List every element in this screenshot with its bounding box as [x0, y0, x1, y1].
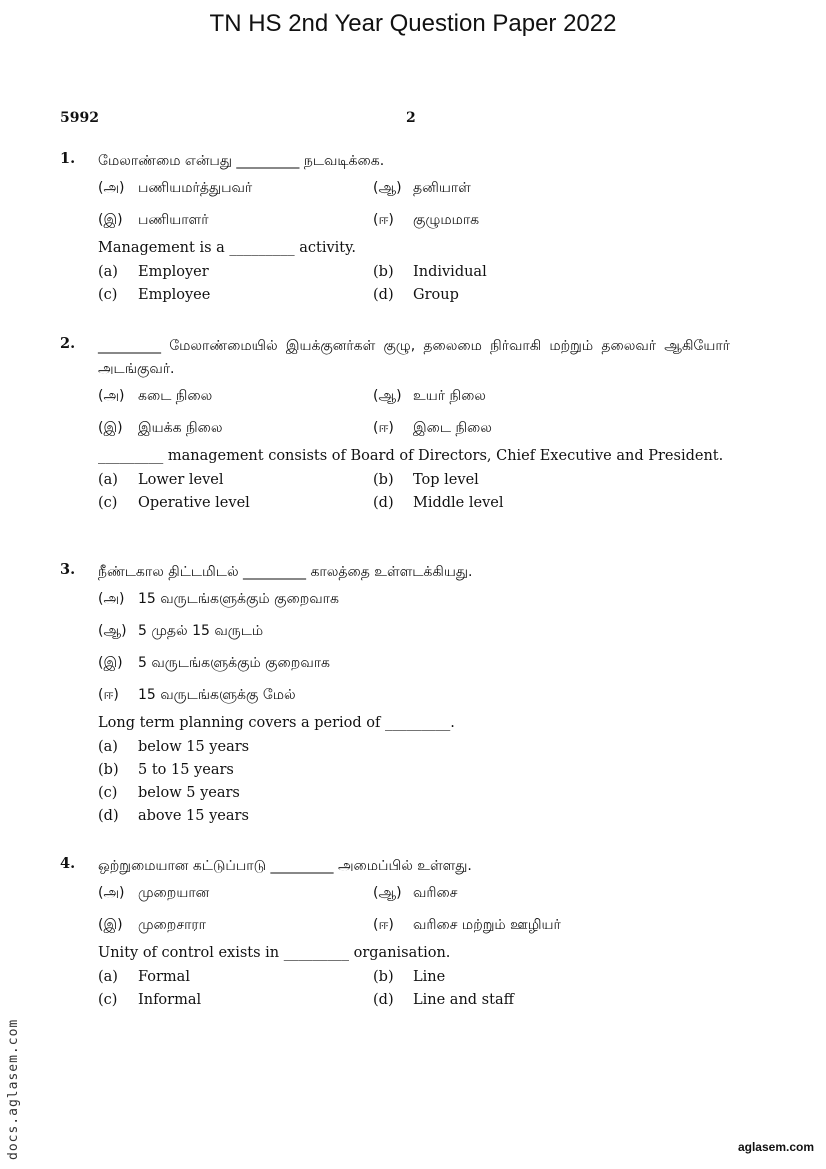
english-option: (d) Group	[373, 286, 459, 303]
english-option: (a) Employer	[98, 263, 209, 280]
footer-brand: aglasem.com	[737, 1140, 814, 1154]
english-option: (c) Informal	[98, 991, 202, 1008]
tamil-option: (ஈ) இடை நிலை	[373, 420, 492, 436]
tamil-options-row	[98, 413, 730, 445]
tamil-option: (ஆ) உயர் நிலை	[373, 388, 486, 404]
english-options-row	[98, 260, 730, 283]
tamil-option: (அ) பணியமர்த்துபவர்	[98, 180, 253, 196]
tamil-options-row	[98, 381, 730, 413]
english-option: (d) Middle level	[373, 494, 504, 511]
english-options-row	[98, 965, 730, 988]
page-title: TN HS 2nd Year Question Paper 2022	[209, 10, 617, 37]
paper-code: 5992	[60, 110, 99, 126]
watermark: docs.aglasem.com	[6, 1018, 21, 1160]
english-option: (b) 5 to 15 years	[98, 761, 234, 778]
tamil-option: (இ) இயக்க நிலை	[98, 420, 223, 436]
tamil-option: (இ) முறைசாரா	[98, 917, 206, 933]
tamil-option: (ஆ) தனியாள்	[373, 180, 471, 196]
tamil-options-row	[98, 173, 730, 205]
question-number: 4.	[60, 855, 76, 872]
english-options-row	[98, 988, 730, 1011]
question-3	[60, 561, 730, 827]
question-number: 3.	[60, 561, 76, 578]
english-question-text: Long term planning covers a period of _________.	[98, 715, 455, 731]
english-option: (c) below 5 years	[98, 784, 240, 801]
english-options-row	[98, 468, 730, 491]
question-2	[60, 335, 730, 514]
tamil-option: (அ) 15 வருடங்களுக்கும் குறைவாக	[98, 591, 339, 607]
tamil-question-text: ஒற்றுமையான கட்டுப்பாடு _________ அமைப்பில் உள்ளது.	[98, 858, 472, 874]
english-option: (b) Top level	[373, 471, 479, 488]
english-option: (a) Lower level	[98, 471, 224, 488]
tamil-option: (இ) 5 வருடங்களுக்கும் குறைவாக	[98, 655, 330, 671]
tamil-options-row	[98, 910, 730, 942]
tamil-option: (ஈ) வரிசை மற்றும் ஊழியர்	[373, 917, 561, 933]
tamil-option: (ஆ) 5 முதல் 15 வருடம்	[98, 623, 264, 639]
question-1	[60, 150, 730, 306]
tamil-option: (ஈ) குழுமமாக	[373, 212, 480, 228]
tamil-option: (ஈ) 15 வருடங்களுக்கு மேல்	[98, 687, 296, 703]
tamil-question-text: மேலாண்மை என்பது _________ நடவடிக்கை.	[98, 153, 385, 169]
question-4	[60, 855, 730, 1011]
page-number: 2	[406, 110, 416, 126]
tamil-option: (இ) பணியாளர்	[98, 212, 209, 228]
tamil-question-text: _________ மேலாண்மையில் இயக்குனர்கள் குழு, தலைமை நிர்வாகி மற்றும் தலைவர் ஆகியோர் அடங்குவர்.	[98, 338, 730, 377]
english-options-row	[98, 283, 730, 306]
english-options-row	[98, 491, 730, 514]
tamil-option: (ஆ) வரிசை	[373, 885, 458, 901]
english-option: (c) Operative level	[98, 494, 250, 511]
english-option: (b) Line	[373, 968, 446, 985]
tamil-option: (அ) முறையான	[98, 885, 210, 901]
english-question-text: _________ management consists of Board of Directors, Chief Executive and President.	[98, 448, 724, 464]
english-question-text: Management is a _________ activity.	[98, 240, 357, 256]
english-option: (d) Line and staff	[373, 991, 514, 1008]
english-option: (b) Individual	[373, 263, 487, 280]
tamil-options-row	[98, 878, 730, 910]
tamil-option: (அ) கடை நிலை	[98, 388, 213, 404]
english-option: (c) Employee	[98, 286, 211, 303]
english-option: (d) above 15 years	[98, 807, 249, 824]
tamil-question-text: நீண்டகால திட்டமிடல் _________ காலத்தை உள்ளடக்கியது.	[98, 564, 473, 580]
english-option: (a) below 15 years	[98, 738, 250, 755]
english-option: (a) Formal	[98, 968, 190, 985]
tamil-options-row	[98, 205, 730, 237]
english-question-text: Unity of control exists in _________ organisation.	[98, 945, 451, 961]
question-number: 2.	[60, 335, 76, 352]
question-number: 1.	[60, 150, 76, 167]
